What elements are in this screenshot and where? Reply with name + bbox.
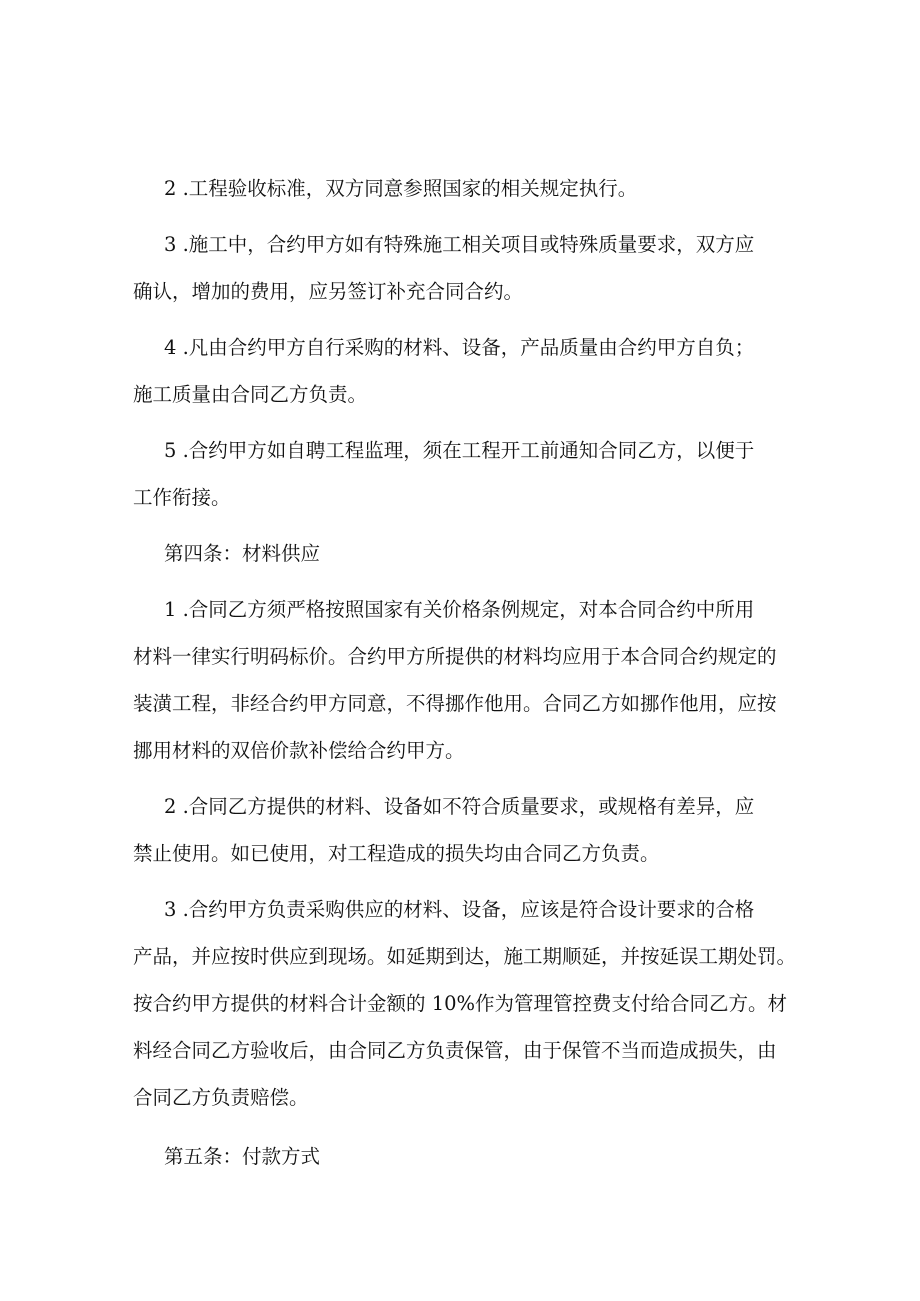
text-line: 禁止使用。如已使用，对工程造成的损失均由合同乙方负责。: [133, 842, 660, 865]
text-line: 2 .工程验收标准，双方同意参照国家的相关规定执行。: [164, 177, 638, 200]
text-line: 4 .凡由合约甲方自行采购的材料、设备，产品质量由合约甲方自负；: [164, 336, 755, 359]
text-line: 5 .合约甲方如自聘工程监理，须在工程开工前通知合同乙方，以便于: [164, 439, 755, 462]
text-line: 2 .合同乙方提供的材料、设备如不符合质量要求，或规格有差异，应: [164, 795, 755, 818]
clause-3-item-2: [133, 165, 793, 212]
text-line: 挪用材料的双倍价款补偿给合约甲方。: [133, 739, 465, 762]
clause-4-item-3: [133, 886, 797, 1121]
document-page: [133, 165, 797, 1180]
clause-3-item-5: [133, 427, 793, 521]
text-line: 料经合同乙方验收后，由合同乙方负责保管，由于保管不当而造成损失，由: [133, 1039, 777, 1062]
section-heading-4: [133, 530, 793, 577]
clause-4-item-1: [133, 586, 793, 774]
text-line: 确认，增加的费用，应另签订补充合同合约。: [133, 280, 524, 303]
text-line: 材料一律实行明码标价。合约甲方所提供的材料均应用于本合同合约规定的: [133, 645, 777, 668]
text-line: 产品，并应按时供应到现场。如延期到达，施工期顺延，并按延误工期处罚。: [133, 945, 797, 968]
heading-text: 第四条：材料供应: [164, 542, 321, 565]
clause-4-item-2: [133, 783, 793, 877]
section-heading-5: [133, 1133, 793, 1180]
clause-3-item-4: [133, 324, 793, 418]
text-line: 3 .施工中，合约甲方如有特殊施工相关项目或特殊质量要求，双方应: [164, 233, 755, 256]
heading-text: 第五条：付款方式: [164, 1145, 321, 1168]
text-line: 装潢工程，非经合约甲方同意，不得挪作他用。合同乙方如挪作他用，应按: [133, 692, 777, 715]
text-line: 施工质量由合同乙方负责。: [133, 383, 368, 406]
clause-3-item-3: [133, 221, 793, 315]
text-line: 工作衔接。: [133, 486, 231, 509]
text-line: 3 .合约甲方负责采购供应的材料、设备，应该是符合设计要求的合格: [164, 898, 755, 921]
text-line: 按合约甲方提供的材料合计金额的 10%作为管理管控费支付给合同乙方。材: [133, 992, 788, 1015]
text-line: 1 .合同乙方须严格按照国家有关价格条例规定，对本合同合约中所用: [164, 598, 755, 621]
text-line: 合同乙方负责赔偿。: [133, 1086, 309, 1109]
